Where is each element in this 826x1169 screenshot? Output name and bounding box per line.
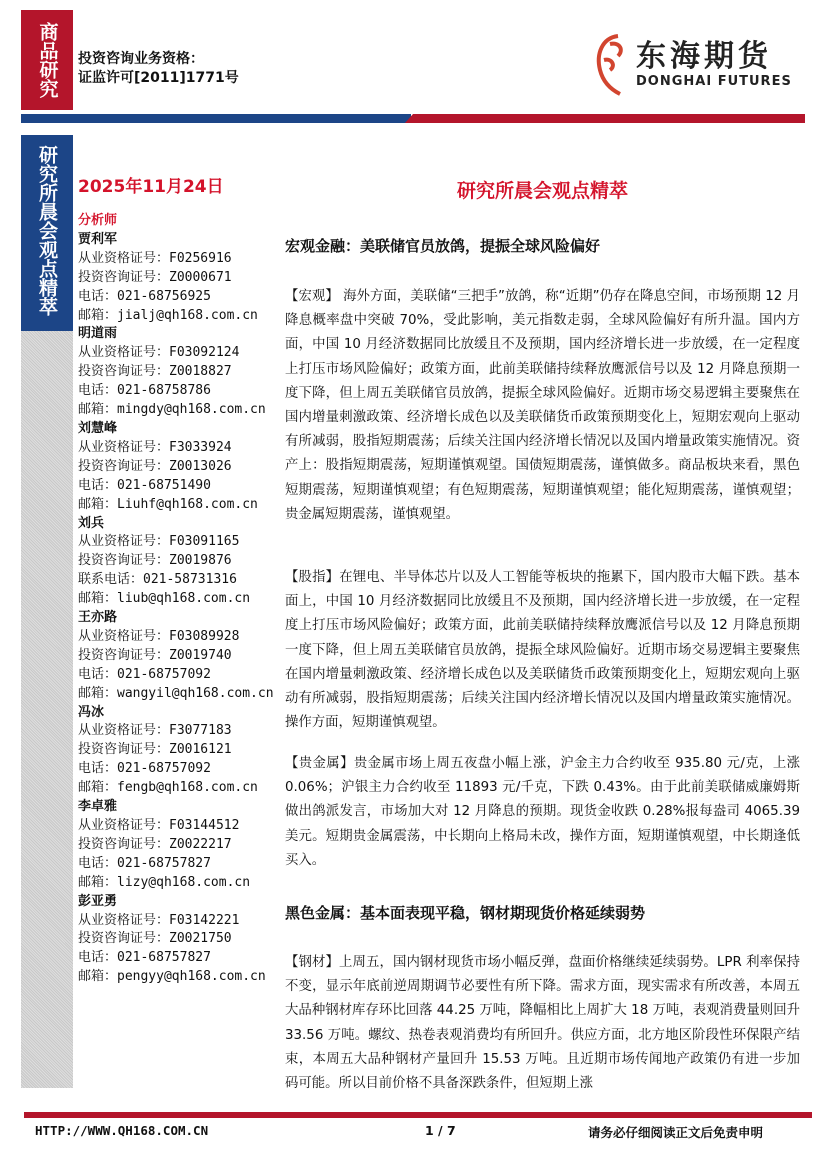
paragraph-macro: 【宏观】 海外方面，美联储“三把手”放鸽，称“近期”仍存在降息空间，市场预期 12 月降息概率盘中突破 70%，受此影响，美元指数走弱，全球风险偏好有所升温。国内方面，中国 10 月经济数据同比放缓且不及预期，国内经济增长进一步放缓，在一定程度上打压市场风险偏好；政策方面，此前美联储持续释放鹰派信号以及 12 月降息预期一度下降，但上周五美联储官员放鸽，提振全球风险偏好。近期市场交易逻辑主要聚焦在国内增量刺激政策、经济增长成色以及美联储货币政策预期变化上，短期宏观向上驱动有所减弱，股指短期震荡；后续关注国内经济增长情况以及国内增量政策实施情况。资产上：股指短期震荡，短期谨慎观望。国债短期震荡，谨慎做多。商品板块来看，黑色短期震荡，短期谨慎观望；有色短期震荡，短期谨慎观望；能化短期震荡，谨慎观望；贵金属短期震荡，谨慎观望。 — [285, 289, 800, 522]
analyst-detail: 电话：021-68756925 — [78, 288, 211, 304]
analyst-detail: 投资咨询证号：Z0016121 — [78, 742, 232, 758]
qualification-line2: 证监许可[2011]1771号 — [78, 70, 239, 86]
analyst-detail: 投资咨询证号：Z0022217 — [78, 836, 232, 852]
analyst-detail[interactable]: 邮箱：Liuhf@qh168.com.cn — [78, 496, 258, 512]
header-bar-red — [405, 114, 805, 123]
donghai-logo — [590, 30, 805, 98]
analyst-detail: 投资咨询证号：Z0018827 — [78, 364, 232, 380]
analyst-detail: 从业资格证号：F0256916 — [78, 250, 232, 266]
section-heading-macro: 宏观金融：美联储官员放鸽，提振全球风险偏好 — [285, 237, 601, 255]
qualification-line1: 投资咨询业务资格： — [78, 51, 204, 67]
analyst-name: 冯冰 — [78, 704, 105, 720]
analyst-detail[interactable]: 邮箱：wangyil@qh168.com.cn — [78, 685, 274, 701]
analyst-detail: 从业资格证号：F03089928 — [78, 628, 240, 644]
analyst-detail: 投资咨询证号：Z0000671 — [78, 269, 232, 285]
analyst-detail[interactable]: 邮箱：jialj@qh168.com.cn — [78, 307, 258, 323]
analyst-detail[interactable]: 邮箱：liub@qh168.com.cn — [78, 591, 251, 607]
page-number: 1 / 7 — [425, 1123, 456, 1138]
analyst-detail: 电话：021-68757827 — [78, 950, 211, 966]
analyst-detail: 从业资格证号：F03142221 — [78, 912, 240, 928]
analyst-list — [78, 212, 283, 987]
logo-english: DONGHAI FUTURES — [636, 73, 792, 89]
analyst-detail: 电话：021-68757827 — [78, 855, 211, 871]
report-date: 2025年11月24日 — [78, 177, 224, 197]
analyst-name: 刘慧峰 — [78, 420, 118, 436]
analyst-name: 彭亚勇 — [78, 893, 118, 909]
analyst-detail[interactable]: 邮箱：lizy@qh168.com.cn — [78, 874, 251, 890]
analyst-detail: 电话：021-68758786 — [78, 383, 211, 399]
analyst-detail: 电话：021-68751490 — [78, 477, 211, 493]
page-title: 研究所晨会观点精萃 — [456, 180, 628, 202]
paragraph-precious-metals: 【贵金属】贵金属市场上周五夜盘小幅上涨，沪金主力合约收至 935.80 元/克，上涨 0.06%；沪银主力合约收至 11893 元/千克，下跌 0.43%。由于此前美联储威廉姆斯做出鸽派发言，市场加大对 12 月降息的预期。现货金收跌 0.28%报每盎司 4065.39 美元。短期贵金属震荡，中长期向上格局未改，操作方面，短期谨慎观望，中长期逢低买入。 — [285, 756, 800, 868]
analyst-detail: 投资咨询证号：Z0019876 — [78, 553, 232, 569]
paragraph-index: 【股指】在锂电、半导体芯片以及人工智能等板块的拖累下，国内股市大幅下跌。基本面上，中国 10 月经济数据同比放缓且不及预期，国内经济增长进一步放缓，在一定程度上打压市场风险偏好；政策方面，此前美联储持续释放鹰派信号以及 12 月降息预期一度下降，但上周五美联储官员放鸽，提振全球风险偏好。近期市场交易逻辑主要聚焦在国内增量刺激政策、经济增长成色以及美联储货币政策预期变化上，短期宏观向上驱动有所减弱，股指短期震荡；后续关注国内经济增长情况以及国内增量政策实施情况。操作方面，短期谨慎观望。 — [285, 570, 800, 731]
analyst-detail: 投资咨询证号：Z0013026 — [78, 458, 232, 474]
analyst-detail: 从业资格证号：F3077183 — [78, 723, 232, 739]
analyst-detail: 联系电话：021-58731316 — [78, 572, 237, 588]
sidebar-vertical-title: 研究所晨会观点精萃 — [21, 135, 73, 331]
dragon-logo-icon — [590, 30, 630, 98]
analyst-detail[interactable]: 邮箱：fengb@qh168.com.cn — [78, 780, 258, 796]
logo-chinese: 东海期货 — [636, 38, 772, 74]
analyst-detail: 投资咨询证号：Z0019740 — [78, 647, 232, 663]
analyst-name: 李卓雅 — [78, 799, 118, 815]
analyst-name: 明道雨 — [78, 326, 118, 342]
analyst-detail: 电话：021-68757092 — [78, 761, 211, 777]
header-bar-blue — [21, 114, 411, 123]
sidebar-gray-strip — [21, 331, 73, 1088]
analyst-detail: 从业资格证号：F03091165 — [78, 534, 240, 550]
analyst-name: 王亦路 — [78, 610, 118, 626]
analyst-name: 刘兵 — [78, 515, 105, 531]
analyst-detail: 电话：021-68757092 — [78, 666, 211, 682]
paragraph-steel: 【钢材】上周五，国内钢材现货市场小幅反弹，盘面价格继续延续弱势。LPR 利率保持不变，显示年底前逆周期调节必要性有所下降。需求方面，现实需求有所改善，本周五大品种钢材库存环比回落 44.25 万吨，降幅相比上周扩大 18 万吨，表观消费量则回升 33.56 万吨。螺纹、热卷表观消费均有所回升。供应方面，北方地区阶段性环保限产结束，本周五大品种钢材产量回升 15.53 万吨。且近期市场传闻地产政策仍有进一步加码可能。所以目前价格不具备深跌条件，但短期上涨 — [285, 955, 800, 1092]
analyst-detail: 从业资格证号：F03144512 — [78, 818, 240, 833]
analyst-detail[interactable]: 邮箱：mingdy@qh168.com.cn — [78, 402, 266, 418]
analyst-detail: 投资咨询证号：Z0021750 — [78, 931, 232, 947]
qualification — [78, 50, 239, 88]
commodity-research-badge: 商品研究 — [21, 10, 73, 110]
section-heading-ferrous: 黑色金属：基本面表现平稳，钢材期现货价格延续弱势 — [285, 904, 646, 922]
analyst-label: 分析师 — [78, 213, 118, 228]
analyst-detail[interactable]: 邮箱：pengyy@qh168.com.cn — [78, 969, 266, 985]
analyst-name: 贾利军 — [78, 231, 118, 247]
analyst-detail: 从业资格证号：F3033924 — [78, 439, 232, 455]
footer-disclaimer: 请务必仔细阅读正文后免责申明 — [588, 1125, 764, 1140]
analyst-detail: 从业资格证号：F03092124 — [78, 345, 240, 361]
footer-bar — [24, 1112, 812, 1118]
footer-url[interactable]: HTTP://WWW.QH168.COM.CN — [35, 1123, 209, 1138]
